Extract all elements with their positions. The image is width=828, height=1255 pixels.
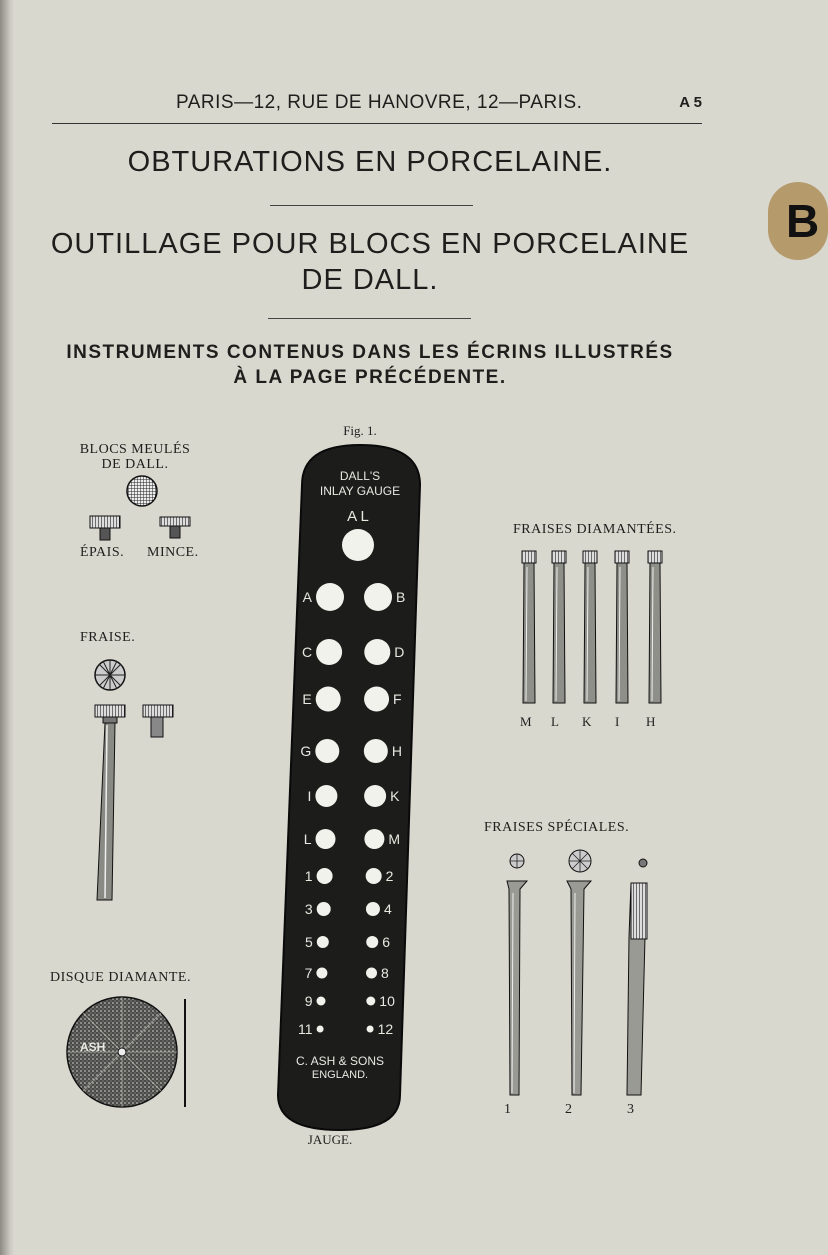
section-heading [30,226,710,298]
gauge-label-right: B [396,589,406,605]
gauge-hole-left [317,902,331,916]
fraise-diamantee [583,551,597,703]
blocs-label-line1: BLOCS MEULÉS [79,442,191,457]
fraise-diamantee-letter: H [646,714,656,729]
fraise-illustration [85,655,185,905]
gauge-hole-right [366,902,380,916]
fraise-diamantee [552,551,566,703]
fraise-diamantee [648,551,662,703]
gauge-hole-right [364,829,384,849]
gauge-hole-left [316,583,344,611]
gauge-label-left: A [302,589,312,605]
gauge-maker-line1: C. ASH & SONS [295,1054,385,1068]
gauge-hole-right [364,785,386,807]
inlay-gauge [270,440,430,1135]
gauge-hole-left [316,968,327,979]
gauge-hole-left [317,997,326,1006]
gauge-hole-left [316,687,341,712]
gauge-hole-right [366,936,378,948]
fraise-speciale-2 [567,850,591,1095]
section-heading-line2: DE DALL. [301,264,439,296]
gauge-label-right: 4 [383,901,392,917]
fraise-speciale-number: 3 [627,1102,635,1117]
fraises-speciales-label: FRAISES SPÉCIALES. [484,820,630,835]
bloc-mince-shape [160,517,190,538]
gauge-hole-right [367,1026,374,1033]
gauge-label-right: 10 [379,993,395,1009]
fraise-speciale-3 [627,859,647,1095]
disque-label: DISQUE DIAMANTE. [50,970,191,985]
disque-stamp: ASH [80,1040,106,1054]
edge-thumb-tab[interactable] [768,182,828,260]
fraises-diamantees-illustration [510,545,680,710]
gauge-top-label: A L [347,508,369,525]
gauge-label-right: H [391,743,402,759]
gauge-name-line1: DALL'S [339,469,381,483]
fraise-diamantee-letter: M [520,714,532,729]
fraise-diamantee-letter: K [582,714,592,729]
gauge-label-right: D [394,644,405,660]
fraise-diamantee-letter: L [551,714,559,729]
gauge-label-right: M [388,831,401,847]
gauge-label-right: 2 [385,868,394,884]
gauge-hole-left [316,829,336,849]
gauge-hole-right [364,639,390,665]
fraises-diamantees-label: FRAISES DIAMANTÉES. [513,522,677,537]
gauge-label-left: 11 [298,1021,313,1037]
gauge-label-left: L [303,831,312,847]
gauge-hole-right [366,968,377,979]
header-address: PARIS—12, RUE DE HANOVRE, 12—PARIS. [176,92,583,113]
fraise-side-head [143,705,173,737]
gauge-hole-right [364,739,388,763]
page-number: A 5 [679,94,702,111]
fraise-diamantee-letter: I [615,714,620,729]
gauge-caption: JAUGE. [307,1132,353,1147]
gauge-label-left: E [302,691,312,707]
gauge-hole-left [316,639,342,665]
gauge-label-left: 5 [305,934,313,950]
gauge-hole-left [317,1026,324,1033]
fraise-label: FRAISE. [80,630,136,645]
gauge-label-left: 3 [304,901,313,917]
fraise-speciale-1 [507,854,527,1095]
gauge-hole-left [317,936,329,948]
fraises-speciales-illustration [495,845,665,1100]
gauge-label-right: F [393,691,402,707]
gauge-hole-right [364,583,392,611]
gauge-label-left: C [301,644,313,660]
header-rule [52,123,702,124]
gauge-label-right: 8 [381,965,389,981]
gauge-hole-right [366,868,382,884]
edge-tab-letter: B [786,195,820,247]
intro-line1: INSTRUMENTS CONTENUS DANS LES ÉCRINS ILLUSTRÉS [66,342,674,363]
fraise-speciale-number: 1 [504,1102,512,1117]
gauge-label-left: 1 [304,868,313,884]
fraise-speciale-number: 2 [565,1102,573,1117]
gauge-name-line2: INLAY GAUGE [319,484,401,498]
gauge-hole-left [315,739,339,763]
intro-text [30,340,710,390]
running-header [52,92,702,122]
mince-label: MINCE. [147,545,199,560]
fraise-shank [95,705,125,900]
disque-illustration [60,994,200,1114]
intro-line2: À LA PAGE PRÉCÉDENTE. [233,367,507,388]
epais-label: ÉPAIS. [80,545,125,560]
page-spine-shadow [0,0,14,1255]
gauge-label-right: 12 [377,1021,394,1037]
fraise-diamantee [522,551,536,703]
blocs-label-line2: DE DALL. [101,457,169,472]
gauge-label-left: 7 [304,965,313,981]
page-title: OBTURATIONS EN PORCELAINE. [127,146,613,178]
gauge-hole-top [342,529,374,561]
section-heading-line1: OUTILLAGE POUR BLOCS EN PORCELAINE [50,228,690,260]
gauge-hole-left [317,868,333,884]
gauge-label-left: G [300,743,312,759]
gauge-hole-right [364,687,389,712]
gauge-hole-left [315,785,337,807]
title-divider [270,205,473,206]
gauge-label-right: 6 [382,934,391,950]
gauge-label-left: I [307,788,312,804]
blocs-label [60,442,210,472]
heading-divider [268,318,471,319]
bloc-epais-shape [90,516,120,540]
figure-label: Fig. 1. [343,423,377,438]
bloc-top-view [127,476,157,506]
gauge-label-left: 9 [304,993,313,1009]
gauge-hole-right [366,997,375,1006]
gauge-maker-line2: ENGLAND. [311,1069,369,1081]
fraise-diamantee [615,551,629,703]
fraise-head-view [95,660,125,690]
gauge-label-right: K [390,788,400,804]
blocs-illustration [80,470,210,550]
